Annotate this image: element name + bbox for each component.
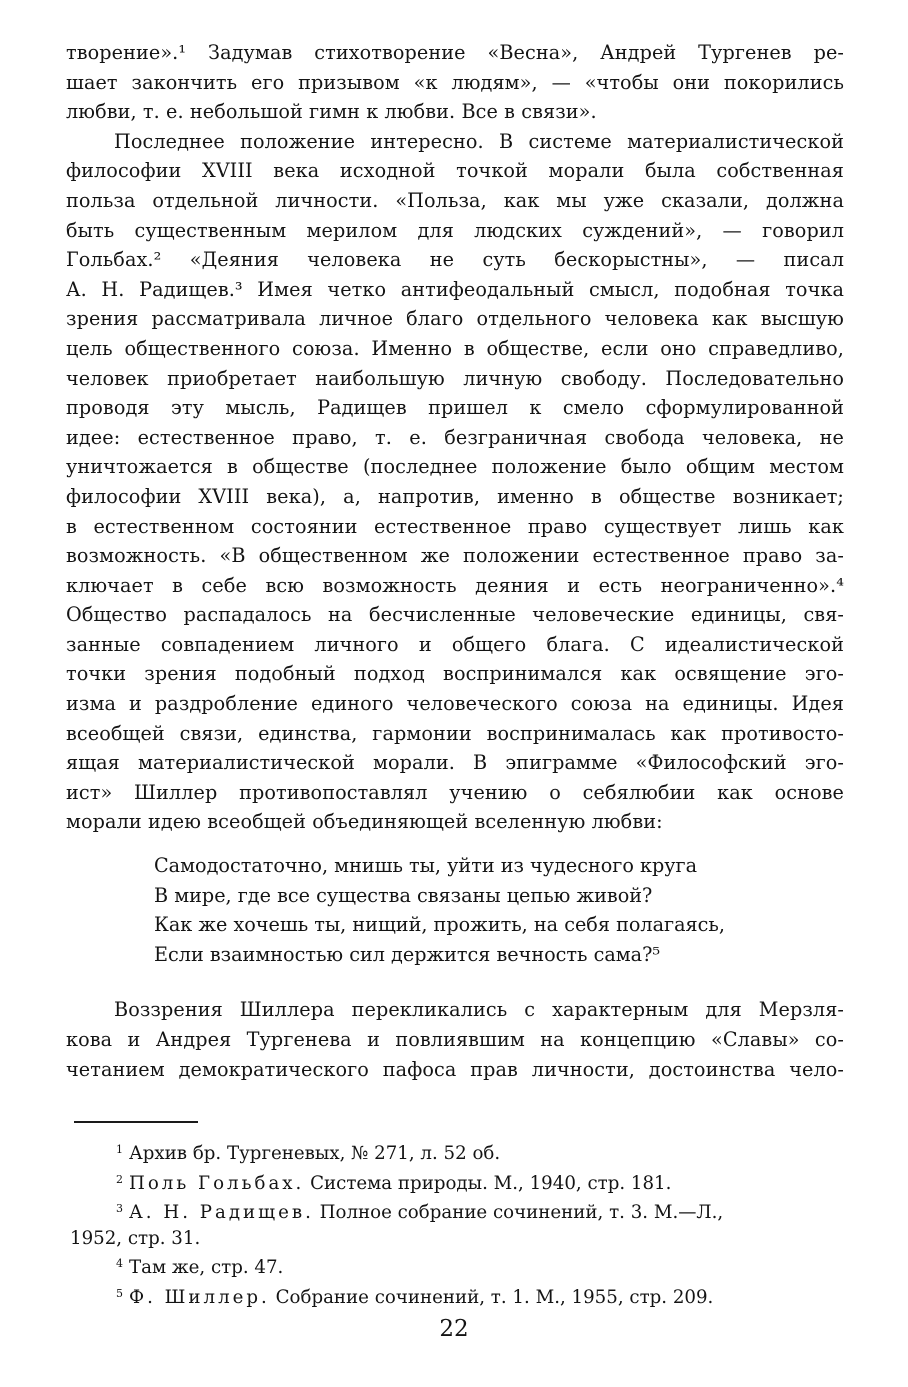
footnote — [66, 1137, 844, 1167]
footnote-author: А. Н. Радищев. — [129, 1202, 314, 1224]
text-line: четанием демократического пафоса прав личности, достоинства чело- — [66, 1057, 844, 1081]
text-line: морали идею всеобщей объединяющей вселенную любви: — [66, 810, 663, 834]
footnote-text: Архив бр. Тургеневых, № 271, л. 52 об. — [129, 1143, 501, 1165]
text-line: ист» Шиллер противопоставлял учению о себялюбии как основе — [66, 780, 844, 804]
paragraph-3 — [66, 995, 844, 1084]
text-line: ящая материалистической морали. В эпиграмме «Философский эго- — [66, 751, 844, 775]
footnotes — [66, 1137, 844, 1310]
text-line: шает закончить его призывом «к людям», — «чтобы они покорились — [66, 70, 844, 94]
text-line: зрения рассматривала личное благо отдельного человека как высшую — [66, 307, 844, 331]
text-line: философии XVIII века исходной точкой морали была собственная — [66, 159, 844, 183]
footnote-text: Полное собрание сочинений, т. 3. М.—Л., — [313, 1202, 724, 1224]
text-line: изма и раздробление единого человеческого союза на единицы. Идея — [66, 692, 844, 716]
text-line: любви, т. е. небольшой гимн к любви. Все в связи». — [66, 100, 597, 124]
text-line: Воззрения Шиллера перекликались с характерным для Мерзля- — [114, 998, 844, 1022]
text-line: точки зрения подобный подход воспринимался как освящение эго- — [66, 662, 844, 686]
footnote-number: 5 — [116, 1286, 123, 1300]
text-line: всеобщей связи, единства, гармонии воспринималась как противосто- — [66, 721, 844, 745]
text-line: занные совпадением личного и общего блага. С идеалистической — [66, 632, 844, 656]
text-line: цель общественного союза. Именно в обществе, если оно справедливо, — [66, 336, 844, 360]
text-line: А. Н. Радищев.³ Имея четко антифеодальный смысл, подобная точка — [66, 277, 844, 301]
text-line: идее: естественное право, т. е. безграничная свобода человека, не — [66, 425, 844, 449]
text-line: быть существенным мерилом для людских суждений», — говорил — [66, 218, 844, 242]
paragraph-2 — [66, 127, 844, 837]
text-line: возможность. «В общественном же положении естественное право за- — [66, 544, 844, 568]
text-line: Общество распадалось на бесчисленные человеческие единицы, свя- — [66, 603, 844, 627]
footnote — [66, 1196, 844, 1226]
text-line: польза отдельной личности. «Польза, как мы уже сказали, должна — [66, 188, 844, 212]
footnote-text: Собрание сочинений, т. 1. М., 1955, стр. 209. — [269, 1286, 714, 1308]
text-line: кова и Андрея Тургенева и повлиявшим на концепцию «Славы» со- — [66, 1028, 844, 1051]
footnote — [66, 1251, 844, 1281]
text-line: уничтожается в обществе (последнее положение было общим местом — [66, 455, 844, 479]
footnote-divider — [74, 1121, 198, 1123]
page-number: 22 — [439, 1316, 469, 1342]
verse-line: Если взаимностью сил держится вечность сама?⁵ — [154, 942, 661, 966]
text-line: человек приобретает наибольшую личную свободу. Последовательно — [66, 366, 844, 390]
epigram-verse — [154, 851, 844, 969]
text-line: Последнее положение интересно. В системе материалистической — [114, 129, 844, 153]
text-line: проводя эту мысль, Радищев пришел к смело сформулированной — [66, 396, 844, 420]
paragraph-1 — [66, 38, 844, 127]
verse-line: Самодостаточно, мнишь ты, уйти из чудесного круга — [154, 854, 698, 878]
verse-line: В мире, где все существа связаны цепью живой? — [154, 883, 653, 907]
text-line: ключает в себе всю возможность деяния и есть неограниченно».⁴ — [66, 573, 844, 597]
text-line: философии XVIII века), а, напротив, именно в обществе возникает; — [66, 484, 844, 508]
page-body — [66, 38, 844, 1310]
footnote-continuation: 1952, стр. 31. — [70, 1227, 201, 1249]
verse-line: Как же хочешь ты, нищий, прожить, на себя полагаясь, — [154, 913, 725, 937]
text-line: творение».¹ Задумав стихотворение «Весна», Андрей Тургенев ре- — [66, 41, 844, 64]
footnote-author: Ф. Шиллер. — [129, 1286, 270, 1308]
footnote-number: 1 — [116, 1143, 123, 1157]
footnote-number: 4 — [116, 1257, 123, 1271]
spacer — [66, 969, 844, 995]
footnote-text: Там же, стр. 47. — [129, 1257, 284, 1279]
text-line: Гольбах.² «Деяния человека не суть бескорыстны», — писал — [66, 248, 844, 272]
text-line: в естественном состоянии естественное право существует лишь как — [66, 514, 844, 538]
footnote-text: Система природы. М., 1940, стр. 181. — [304, 1172, 672, 1194]
footnote — [66, 1167, 844, 1197]
footnote-number: 2 — [116, 1172, 123, 1186]
footnote-author: Поль Гольбах. — [129, 1172, 305, 1194]
footnote — [66, 1281, 844, 1311]
footnote-number: 3 — [116, 1202, 123, 1216]
